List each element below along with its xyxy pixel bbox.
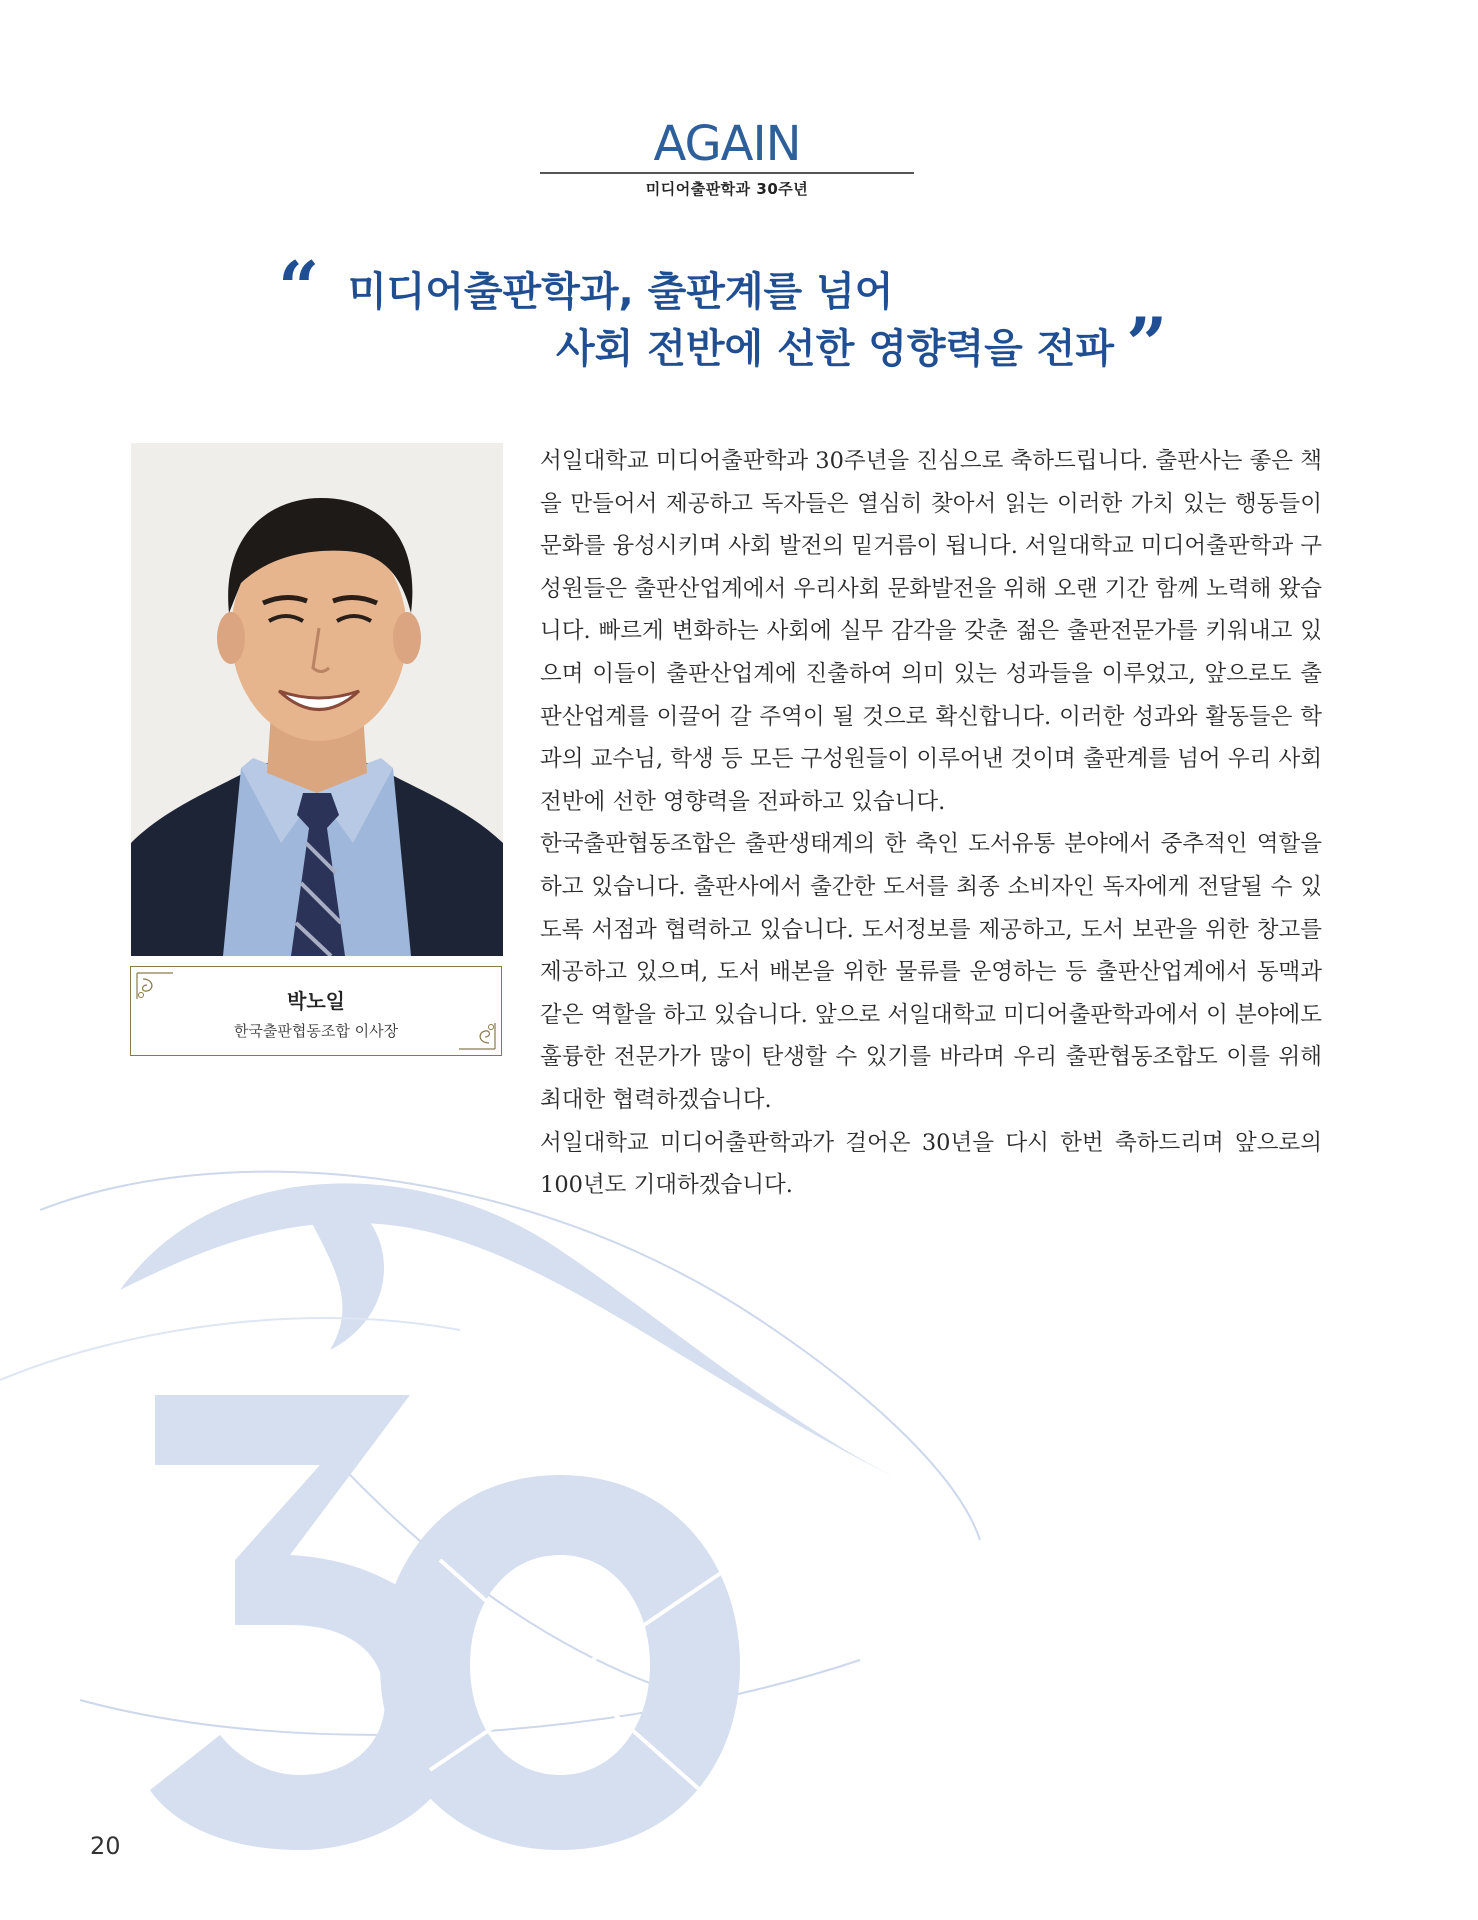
headline-line-1: 미디어출판학과, 출판계를 넘어 xyxy=(348,269,894,315)
article-body xyxy=(540,440,1322,1207)
body-paragraph: 서일대학교 미디어출판학과 30주년을 진심으로 축하드립니다. 출판사는 좋은 책을 만들어서 제공하고 독자들은 열심히 찾아서 읽는 이러한 가치 있는 행동들이 문화를 융성시키며 사회 발전의 밑거름이 됩니다. 서일대학교 미디어출판학과 구성원들은 출판산업계에서 우리사회 문화발전을 위해 오랜 기간 함께 노력해 왔습니다. 빠르게 변화하는 사회에 실무 감각을 갖춘 젊은 출판전문가를 키워내고 있으며 이들이 출판산업계에 진출하여 의미 있는 성과들을 이루었고, 앞으로도 출판산업계를 이끌어 갈 주역이 될 것으로 확신합니다. 이러한 성과와 활동들은 학과의 교수님, 학생 등 모든 구성원들이 이루어낸 것이며 출판계를 넘어 우리 사회 전반에 선한 영향력을 전파하고 있습니다. xyxy=(540,448,1322,815)
close-quote-mark: ” xyxy=(1126,301,1168,386)
body-paragraph: 한국출판협동조합은 출판생태계의 한 축인 도서유통 분야에서 중추적인 역할을 하고 있습니다. 출판사에서 출간한 도서를 최종 소비자인 독자에게 전달될 수 있도록 서점과 협력하고 있습니다. 도서정보를 제공하고, 도서 보관을 위한 창고를 제공하고 있으며, 도서 배본을 위한 물류를 운영하는 등 출판산업계에서 동맥과 같은 역할을 하고 있습니다. 앞으로 서일대학교 미디어출판학과에서 이 분야에도 훌륭한 전문가가 많이 탄생할 수 있기를 바라며 우리 출판협동조합도 이를 위해 최대한 협력하겠습니다. xyxy=(540,831,1322,1113)
header-subtitle: 미디어출판학과 30주년 xyxy=(645,180,809,198)
ornament-bottom-right-icon xyxy=(457,1021,497,1051)
ornament-top-left-icon xyxy=(135,971,175,1001)
open-quote-mark: “ xyxy=(278,245,320,330)
header-rule xyxy=(540,172,914,174)
magazine-header xyxy=(540,118,914,199)
person-role: 한국출판협동조합 이사장 xyxy=(233,1022,399,1040)
again-logo: AGAIN xyxy=(653,116,801,172)
page-number: 20 xyxy=(90,1832,121,1860)
portrait-photo xyxy=(131,443,503,956)
headline-line-2: 사회 전반에 선한 영향력을 전파 xyxy=(556,326,1115,372)
person-caption xyxy=(130,966,502,1056)
person-name: 박노일 xyxy=(287,989,345,1013)
body-paragraph: 서일대학교 미디어출판학과가 걸어온 30년을 다시 한번 축하드리며 앞으로의 100년도 기대하겠습니다. xyxy=(540,1129,1322,1199)
